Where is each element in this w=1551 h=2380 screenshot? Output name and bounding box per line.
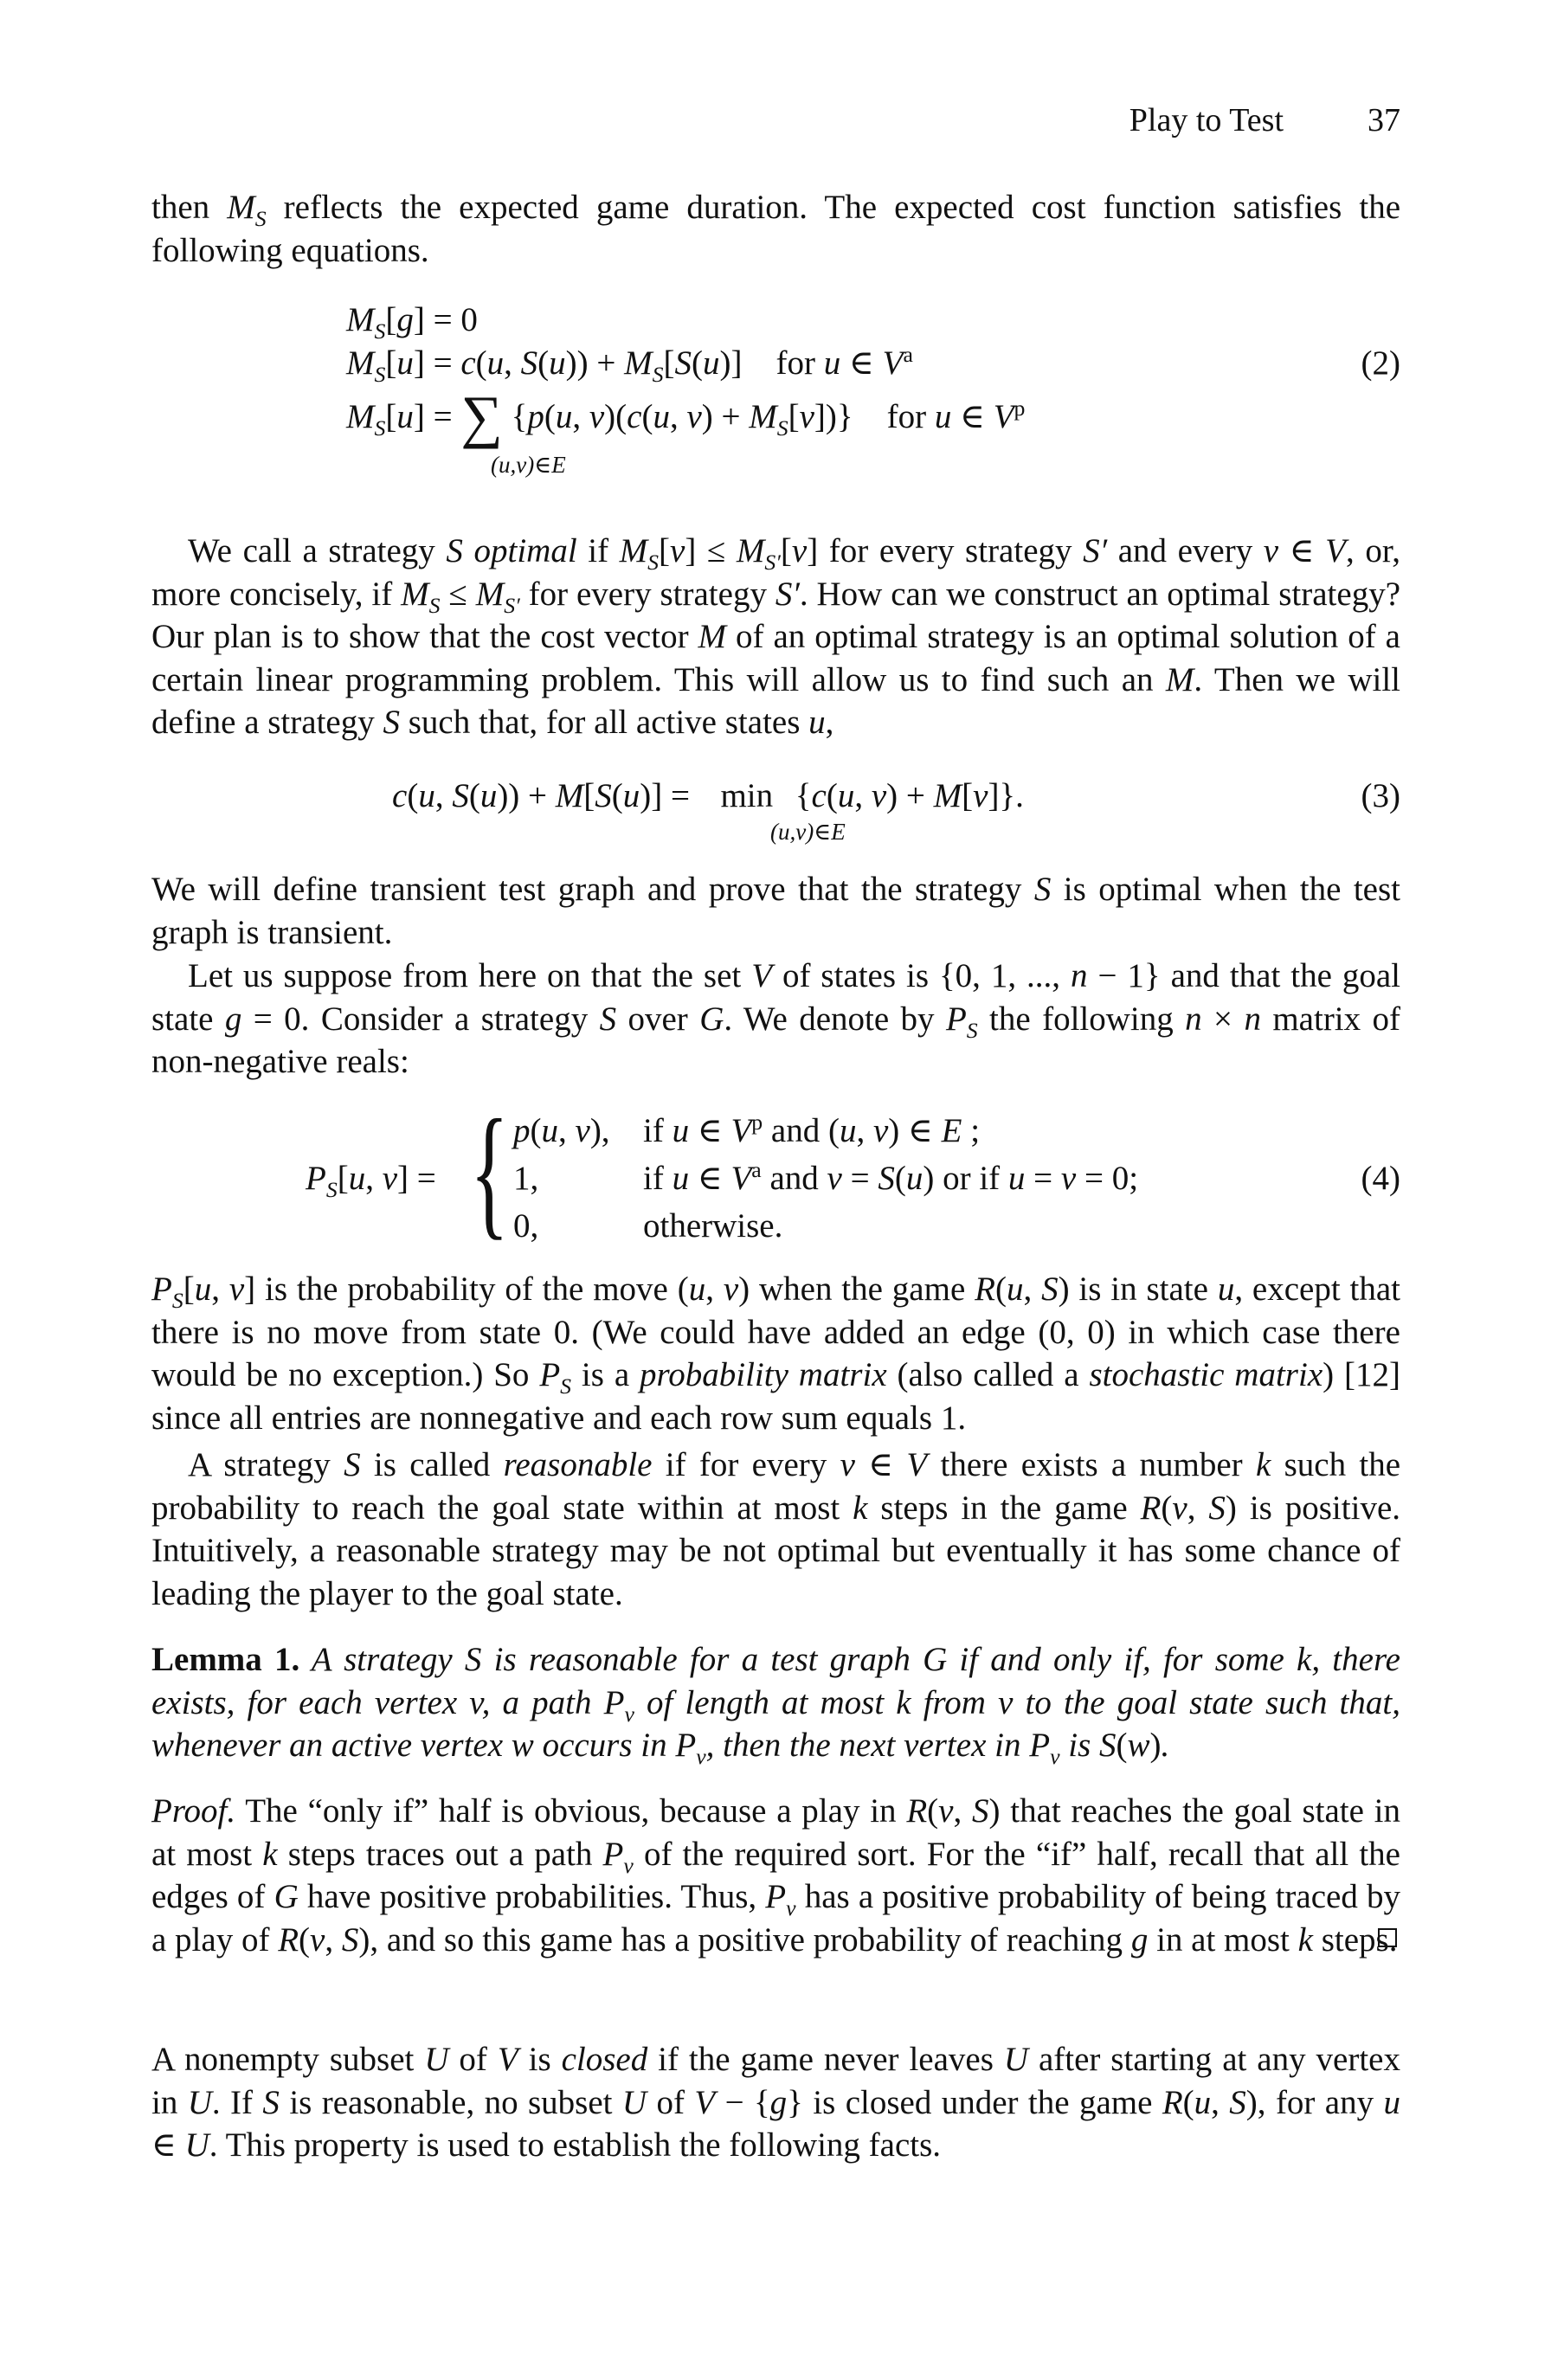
page-number: 37	[1368, 102, 1400, 138]
equation-3	[151, 775, 1400, 852]
eq2-line-2: $M_S[u] = c(u$, $S(u)) + M_S[S(u)]$ for u ∈ $V^a$	[346, 342, 913, 387]
lemma-title: Lemma 1.	[151, 1641, 300, 1678]
eq3-number: (3)	[1361, 777, 1400, 814]
eq4-number: (4)	[1361, 1160, 1400, 1197]
eq4-case-2-cond: if u ∈ $V^a$ and v = S(u) or if u = v = 0;	[643, 1157, 1139, 1197]
eq4-brace: {	[470, 1090, 509, 1252]
page-header	[151, 100, 1400, 151]
proof-label: Proof.	[151, 1792, 236, 1830]
optimal-paragraph: We call a strategy S optimal if $M_S[v] \le M_{S'}[v]$ for every strategy S′ and every v ∈ V, or, more concisely, if $M_S \le M_{S'}$ for every strategy S′. How can we construct an optimal strategy? Our plan is to show that the cost vector M of an optimal strategy is an optimal solution of a certain linear programming problem. This will allow us to find such an M. Then we will define a strategy S such that, for all active states u,	[151, 532, 1401, 741]
qed-square-icon	[1378, 1928, 1397, 1947]
equation-2	[151, 299, 1400, 515]
eq4-lhs: $P_S[u$, v] =	[306, 1160, 436, 1202]
suppose-paragraph: Let us suppose from here on that the set V of states is {0, 1, ..., n − 1} and that the goal state g = 0. Consider a strategy S over G. We denote by $P_S$ the following n × n matrix of non-negative reals:	[151, 957, 1401, 1080]
reasonable-paragraph: A strategy S is called reasonable if for every v ∈ V there exists a number k such the probability to reach the goal state within at most k steps in the game R(v, S) is positive. Intuitively, a reasonable strategy may be not optimal but eventually it has some chance of leading the player to the goal state.	[151, 1446, 1401, 1612]
eq2-line-3: $M_S[u]$ = ∑ {p(u, v)(c(u, $v) + M_S[v]$)} for u ∈ $V^p$	[346, 383, 1026, 449]
probability-paragraph: $P_S[u$, v] is the probability of the move (u, v) when the game R(u, S) is in state u, except that there is no move from state 0. (We could have added an edge (0, 0) in which case there would be no exception.) So $P_S$ is a probability matrix (also called a stochastic matrix) [12] since all entries are nonnegative and each row sum equals 1.	[151, 1270, 1401, 1437]
eq3-min-index: (u,v)∈E	[770, 819, 846, 845]
eq4-case-1-cond: if u ∈ $V^p$ and (u, v) ∈ E ;	[643, 1110, 981, 1149]
eq4-case-1: p(u, v),	[513, 1112, 610, 1149]
eq2-number: (2)	[1361, 344, 1400, 382]
eq4-case-2: 1,	[513, 1160, 539, 1197]
eq4-case-3-cond: otherwise.	[643, 1207, 783, 1245]
closed-paragraph: A nonempty subset U of V is closed if the game never leaves U after starting at any vertex in U. If S is reasonable, no subset U of V − {g} is closed under the game R(u, S), for any u ∈ U. This property is used to establish the following facts.	[151, 2041, 1401, 2164]
eq2-sum-index: (u,v)∈E	[491, 452, 566, 478]
eq4-case-3: 0,	[513, 1207, 539, 1245]
equation-4	[151, 1090, 1400, 1252]
proof: Proof. The “only if” half is obvious, because a play in R(v, S) that reaches the goal state in at most k steps traces out a path $P_v$ of the required sort. For the “if” half, recall that all the edges of G have positive probabilities. Thus, $P_v$ has a positive probability of being traced by a play of R(v, S), and so this game has a positive probability of reaching g in at most k steps.	[151, 1792, 1401, 1959]
lemma-1: Lemma 1. A strategy S is reasonable for a test graph G if and only if, for some k, there exists, for each vertex v, a path $P_v$ of length at most k from v to the goal state such that, whenever an active vertex w occurs in $P_v$, then the next vertex in $P_v$ is S(w).	[151, 1641, 1400, 1769]
eq3-line: c(u, S(u)) + M[S(u)] = min {c(u, v) + M[v]}.	[392, 777, 1024, 814]
running-title: Play to Test	[1129, 102, 1284, 138]
eq2-line-1: $M_S[g] = 0$	[346, 301, 478, 344]
intro-paragraph: then $M_S$ reflects the expected game duration. The expected cost function satisfies the following equations.	[151, 189, 1401, 269]
transient-paragraph: We will define transient test graph and prove that the strategy S is optimal when the test graph is transient.	[151, 871, 1400, 951]
